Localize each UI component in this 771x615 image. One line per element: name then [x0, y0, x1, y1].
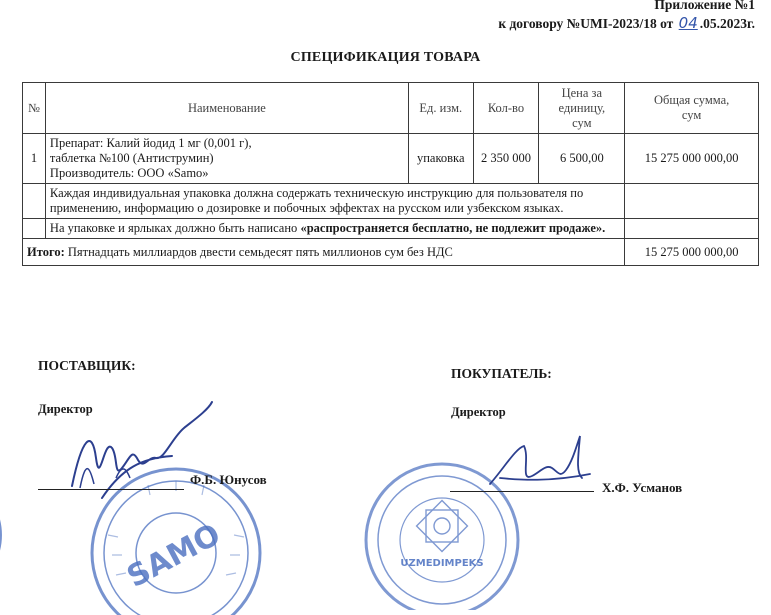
total-text-cell: [23, 239, 625, 266]
item-name: [45, 134, 408, 184]
buyer-signature-line: [450, 491, 594, 492]
document-title: СПЕЦИФИКАЦИЯ ТОВАРА: [290, 50, 481, 65]
item-name-line1: Препарат: Калий йодид 1 мг (0,001 г),: [49, 136, 252, 150]
supplier-signature-line: [38, 489, 184, 490]
buyer-stamp-text: UZMEDIMPEKS: [400, 558, 484, 569]
contract-date-rest: .05.2023г.: [699, 16, 755, 31]
supplier-title: ПОСТАВЩИК:: [38, 358, 136, 373]
specification-table: [22, 82, 759, 266]
note-2-num: [23, 219, 46, 239]
header-unit: Ед. изм.: [408, 83, 473, 134]
note-row-1: [23, 184, 759, 219]
note-row-2: [23, 219, 759, 239]
item-num: 1: [23, 134, 46, 184]
item-name-line3: Производитель: ООО «Samo»: [49, 166, 209, 180]
header-sum-line2: сум: [681, 108, 702, 122]
total-words: Пятнадцать миллиардов двести семьдесят пять миллионов сум без НДС: [67, 244, 453, 259]
header-price-line2: единицу,: [558, 100, 606, 115]
contract-prefix: к договору №UMI-2023/18 от: [498, 16, 674, 31]
header-qty: Кол-во: [473, 83, 539, 134]
buyer-name: Х.Ф. Усманов: [602, 480, 683, 495]
header-price-line3: сум: [572, 115, 592, 130]
partial-stamp: [0, 475, 16, 595]
total-sum: 15 275 000 000,00: [625, 239, 759, 266]
item-qty: 2 350 000: [473, 134, 539, 184]
header-num: №: [23, 83, 46, 134]
header-price-line1: Цена за: [561, 85, 603, 100]
total-row: [23, 239, 759, 266]
supplier-signature: [52, 398, 222, 518]
note-2-sum: [625, 219, 759, 239]
supplier-director: Директор: [38, 402, 93, 416]
annex-header: [498, 0, 755, 33]
note-1-text: Каждая индивидуальная упаковка должна содержать техническую инструкцию для пользователя по применению, информацию о дозировке и побочных эффектах на русском или узбекском языках.: [45, 184, 624, 219]
item-name-line2: таблетка №100 (Антиструмин): [49, 151, 214, 165]
contract-day-handwritten: 04: [678, 14, 698, 32]
contract-reference: [498, 14, 755, 33]
header-name: Наименование: [45, 83, 408, 134]
item-price: 6 500,00: [539, 134, 625, 184]
supplier-stamp-text: SAMO: [121, 517, 227, 595]
note-2-prefix: На упаковке и ярлыках должно быть написано: [49, 221, 298, 235]
note-2-bold: «распространяется бесплатно, не подлежит продаже».: [300, 221, 606, 235]
item-sum: 15 275 000 000,00: [625, 134, 759, 184]
note-1-num: [23, 184, 46, 219]
note-1-sum: [625, 184, 759, 219]
buyer-signature: [480, 428, 600, 500]
note-2-text: [45, 219, 624, 239]
header-sum-line1: Общая сумма,: [653, 93, 730, 107]
item-unit: упаковка: [408, 134, 473, 184]
table-row: [23, 134, 759, 184]
buyer-title: ПОКУПАТЕЛЬ:: [451, 366, 552, 381]
supplier-name: Ф.Б. Юнусов: [190, 472, 267, 487]
buyer-director: Директор: [451, 405, 506, 419]
table-header-row: [23, 83, 759, 134]
header-sum: [625, 83, 759, 134]
annex-label: Приложение №1: [654, 0, 755, 12]
total-label: Итого:: [27, 244, 65, 259]
header-price: [539, 83, 625, 134]
